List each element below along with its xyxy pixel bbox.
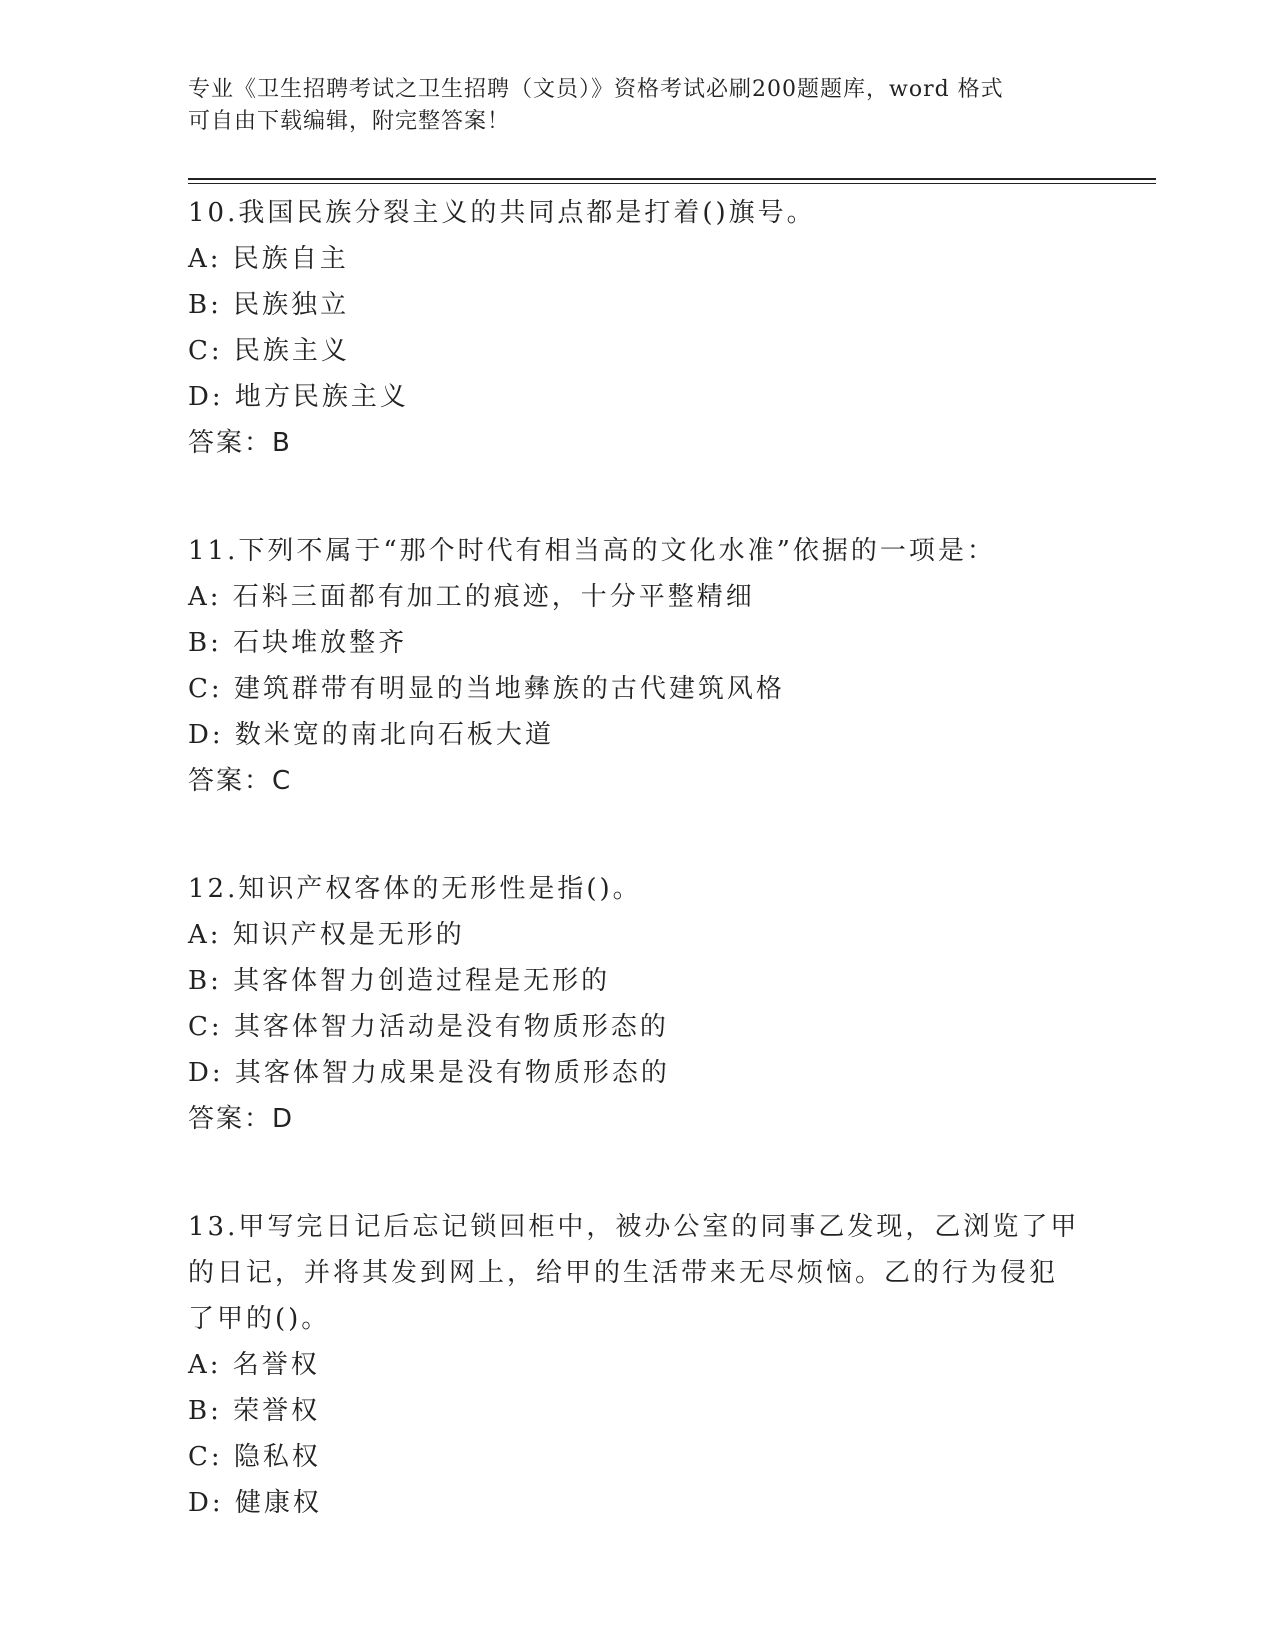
option-d: D: 数米宽的南北向石板大道 xyxy=(188,720,554,750)
question-10 xyxy=(188,190,1088,466)
question-list xyxy=(188,190,1088,1526)
option-b: B: 其客体智力创造过程是无形的 xyxy=(188,966,611,996)
header-divider-thick xyxy=(188,178,1156,180)
question-stem-line-2: 的日记，并将其发到网上，给甲的生活带来无尽烦恼。乙的行为侵犯 xyxy=(188,1258,1059,1288)
question-12 xyxy=(188,866,1088,1142)
option-b: B: 荣誉权 xyxy=(188,1396,321,1426)
answer: 答案：D xyxy=(188,1104,295,1134)
option-c: C: 民族主义 xyxy=(188,336,350,366)
option-d: D: 地方民族主义 xyxy=(188,382,409,412)
header-line-2: 可自由下载编辑，附完整答案！ xyxy=(188,109,511,134)
option-a: A: 名誉权 xyxy=(188,1350,320,1380)
question-stem: 11.下列不属于“那个时代有相当高的文化水准”依据的一项是： xyxy=(188,536,996,566)
question-stem-line-1: 13.甲写完日记后忘记锁回柜中，被办公室的同事乙发现，乙浏览了甲 xyxy=(188,1212,1080,1242)
header-divider-thin xyxy=(188,183,1156,184)
option-c: C: 建筑群带有明显的当地彝族的古代建筑风格 xyxy=(188,674,785,704)
spacer xyxy=(188,466,1088,528)
question-11 xyxy=(188,528,1088,804)
option-c: C: 隐私权 xyxy=(188,1442,321,1472)
question-stem: 10.我国民族分裂主义的共同点都是打着()旗号。 xyxy=(188,198,816,228)
option-d: D: 健康权 xyxy=(188,1488,322,1518)
option-a: A: 知识产权是无形的 xyxy=(188,920,465,950)
option-d: D: 其客体智力成果是没有物质形态的 xyxy=(188,1058,670,1088)
header-line-1: 专业《卫生招聘考试之卫生招聘（文员）》资格考试必刷200题题库，word 格式 xyxy=(188,77,1004,102)
spacer xyxy=(188,1142,1088,1204)
question-stem: 12.知识产权客体的无形性是指()。 xyxy=(188,874,642,904)
question-13 xyxy=(188,1204,1088,1526)
answer: 答案：B xyxy=(188,428,292,458)
option-c: C: 其客体智力活动是没有物质形态的 xyxy=(188,1012,669,1042)
question-stem-line-3: 了甲的()。 xyxy=(188,1304,331,1334)
document-header xyxy=(188,74,1068,138)
option-b: B: 民族独立 xyxy=(188,290,350,320)
answer: 答案：C xyxy=(188,766,293,796)
spacer xyxy=(188,804,1088,866)
option-a: A: 民族自主 xyxy=(188,244,349,274)
option-a: A: 石料三面都有加工的痕迹，十分平整精细 xyxy=(188,582,755,612)
option-b: B: 石块堆放整齐 xyxy=(188,628,408,658)
